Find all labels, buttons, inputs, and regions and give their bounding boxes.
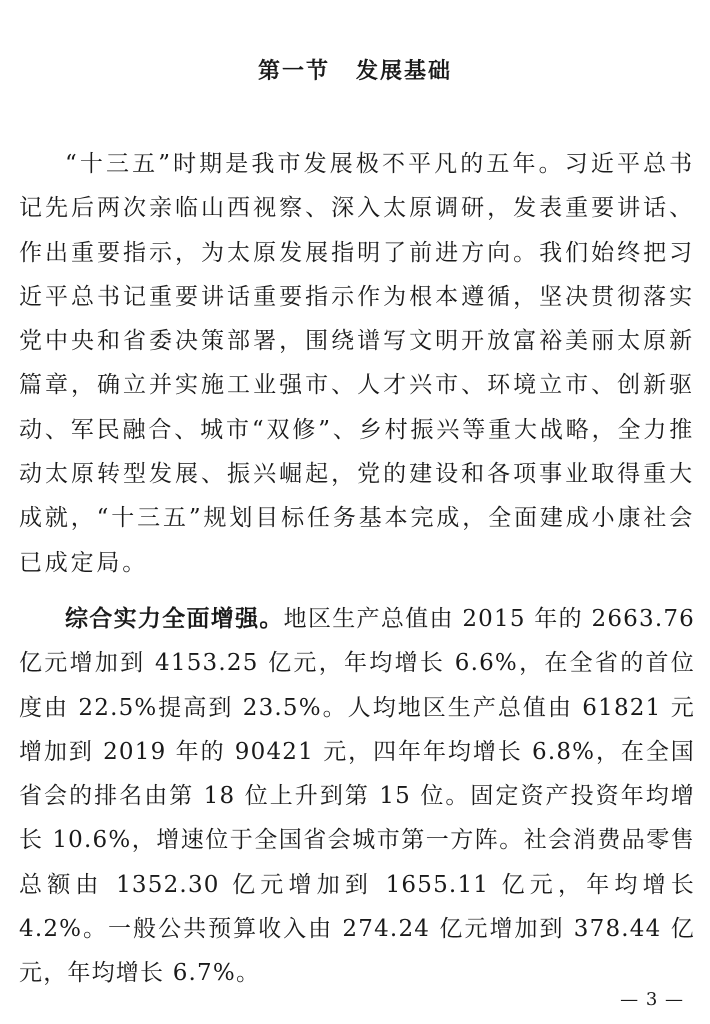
paragraph-lead-heading: 综合实力全面增强。: [65, 606, 284, 632]
section-heading: [0, 56, 710, 88]
paragraph-development-overview: [19, 142, 695, 585]
paragraph-text: “十三五”时期是我市发展极不平凡的五年。习近平总书记先后两次亲临山西视察、深入太原调研，发表重要讲话、作出重要指示，为太原发展指明了前进方向。我们始终把习近平总书记重要讲话重要指示作为根本遵循，坚决贯彻落实党中央和省委决策部署，围绕谱写文明开放富裕美丽太原新篇章，确立并实施工业强市、人才兴市、环境立市、创新驱动、军民融合、城市“双修”、乡村振兴等重大战略，全力推动太原转型发展、振兴崛起，党的建设和各项事业取得重大成就，“十三五”规划目标任务基本完成，全面建成小康社会已成定局。: [19, 151, 695, 576]
section-number: 第一节: [257, 59, 330, 84]
paragraph-comprehensive-strength: [19, 597, 695, 996]
paragraph-text: 地区生产总值由 2015 年的 2663.76 亿元增加到 4153.25 亿元，年均增长 6.6%，在全省的首位度由 22.5%提高到 23.5%。人均地区生产总值由 61821 元增加到 2019 年的 90421 元，四年年均增长 6.8%，在全国省会的排名由第 18 位上升到第 15 位。固定资产投资年均增长 10.6%，增速位于全国省会城市第一方阵。社会消费品零售总额由 1352.30 亿元增加到 1655.11 亿元，年均增长 4.2%。一般公共预算收入由 274.24 亿元增加到 378.44 亿元，年均增长 6.7%。: [19, 606, 695, 987]
section-title: 发展基础: [356, 59, 453, 84]
page-number: — 3 —: [620, 989, 684, 1010]
